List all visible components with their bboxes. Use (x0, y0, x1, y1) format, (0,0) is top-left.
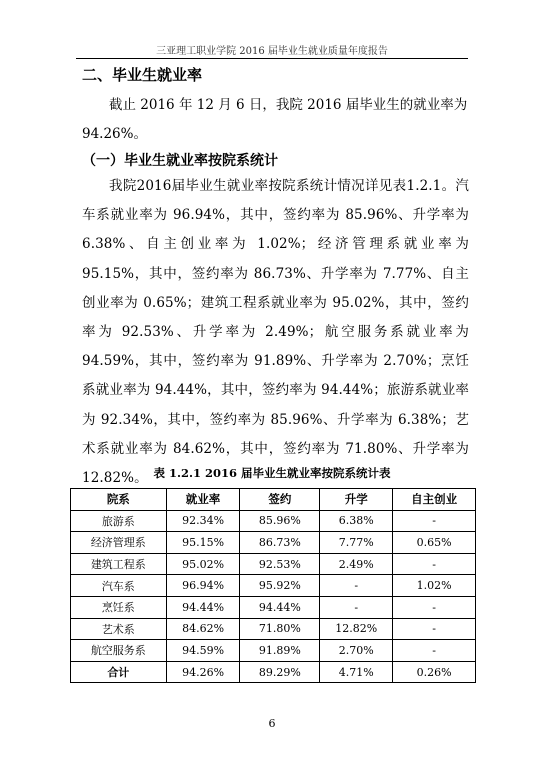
cell-contract: 85.96% (240, 510, 320, 532)
cell-department: 旅游系 (71, 510, 167, 532)
cell-contract: 71.80% (240, 618, 320, 640)
cell-department: 经济管理系 (71, 532, 167, 554)
cell-department: 烹饪系 (71, 596, 167, 618)
cell-contract: 86.73% (240, 532, 320, 554)
header-self-employment: 自主创业 (393, 489, 476, 511)
cell-further-study: 2.70% (320, 640, 393, 662)
body-paragraph: 我院2016届毕业生就业率按院系统计情况详见表1.2.1。汽车系就业率为 96.94%，其中，签约率为 85.96%、升学率为 6.38%、自主创业率为 1.02%；经济管理系就业率为 95.15%，其中，签约率为 86.73%、升学率为 7.77%、自主创业率为 0.65%；建筑工程系就业率为 95.02%，其中，签约率为 92.53%、升学率为 2.49%；航空服务系就业率为 94.59%，其中，签约率为 91.89%、升学率为 2.70%；烹饪系就业率为 94.44%，其中，签约率为 94.44%；旅游系就业率为 92.34%，其中，签约率为 85.96%、升学率为 6.38%；艺术系就业率为 84.62%，其中，签约率为 71.80%、升学率为 12.82%。 (82, 178, 469, 487)
page-number: 6 (268, 717, 276, 730)
cell-employment-rate: 94.44% (166, 596, 240, 618)
cell-further-study: 2.49% (320, 553, 393, 575)
cell-self-employment: - (393, 618, 476, 640)
total-contract: 89.29% (240, 661, 320, 683)
table-row (71, 640, 476, 662)
cell-employment-rate: 95.02% (166, 553, 240, 575)
employment-rate-table (70, 488, 476, 683)
section-heading: 二、毕业生就业率 (82, 66, 203, 84)
table-header-row (71, 489, 476, 511)
cell-self-employment: - (393, 596, 476, 618)
header-department: 院系 (71, 489, 167, 511)
table-row (71, 553, 476, 575)
cell-self-employment: 1.02% (393, 575, 476, 597)
cell-contract: 91.89% (240, 640, 320, 662)
cell-contract: 95.92% (240, 575, 320, 597)
cell-employment-rate: 95.15% (166, 532, 240, 554)
total-employment-rate: 94.26% (166, 661, 240, 683)
subsection-heading: （一）毕业生就业率按院系统计 (82, 153, 278, 169)
cell-employment-rate: 84.62% (166, 618, 240, 640)
total-self-employment: 0.26% (393, 661, 476, 683)
header-further-study: 升学 (320, 489, 393, 511)
cell-self-employment: - (393, 640, 476, 662)
header-employment-rate: 就业率 (166, 489, 240, 511)
intro-paragraph: 截止 2016 年 12 月 6 日，我院 2016 届毕业生的就业率为 94.26%。 (82, 97, 468, 142)
cell-further-study: 7.77% (320, 532, 393, 554)
cell-department: 汽车系 (71, 575, 167, 597)
table-row (71, 596, 476, 618)
cell-department: 建筑工程系 (71, 553, 167, 575)
cell-contract: 94.44% (240, 596, 320, 618)
cell-self-employment: - (393, 510, 476, 532)
total-further-study: 4.71% (320, 661, 393, 683)
cell-self-employment: 0.65% (393, 532, 476, 554)
running-header: 三亚理工职业学院 2016 届毕业生就业质量年度报告 (156, 46, 388, 57)
table-row (71, 575, 476, 597)
cell-employment-rate: 92.34% (166, 510, 240, 532)
cell-employment-rate: 94.59% (166, 640, 240, 662)
table-row (71, 532, 476, 554)
cell-further-study: - (320, 575, 393, 597)
cell-further-study: 6.38% (320, 510, 393, 532)
total-label: 合计 (71, 661, 167, 683)
cell-further-study: - (320, 596, 393, 618)
table-row (71, 510, 476, 532)
cell-employment-rate: 96.94% (166, 575, 240, 597)
cell-further-study: 12.82% (320, 618, 393, 640)
cell-department: 航空服务系 (71, 640, 167, 662)
header-rule (76, 58, 468, 59)
table-total-row (71, 661, 476, 683)
table-caption: 表 1.2.1 2016 届毕业生就业率按院系统计表 (153, 466, 391, 480)
table-row (71, 618, 476, 640)
header-contract: 签约 (240, 489, 320, 511)
cell-self-employment: - (393, 553, 476, 575)
cell-department: 艺术系 (71, 618, 167, 640)
cell-contract: 92.53% (240, 553, 320, 575)
